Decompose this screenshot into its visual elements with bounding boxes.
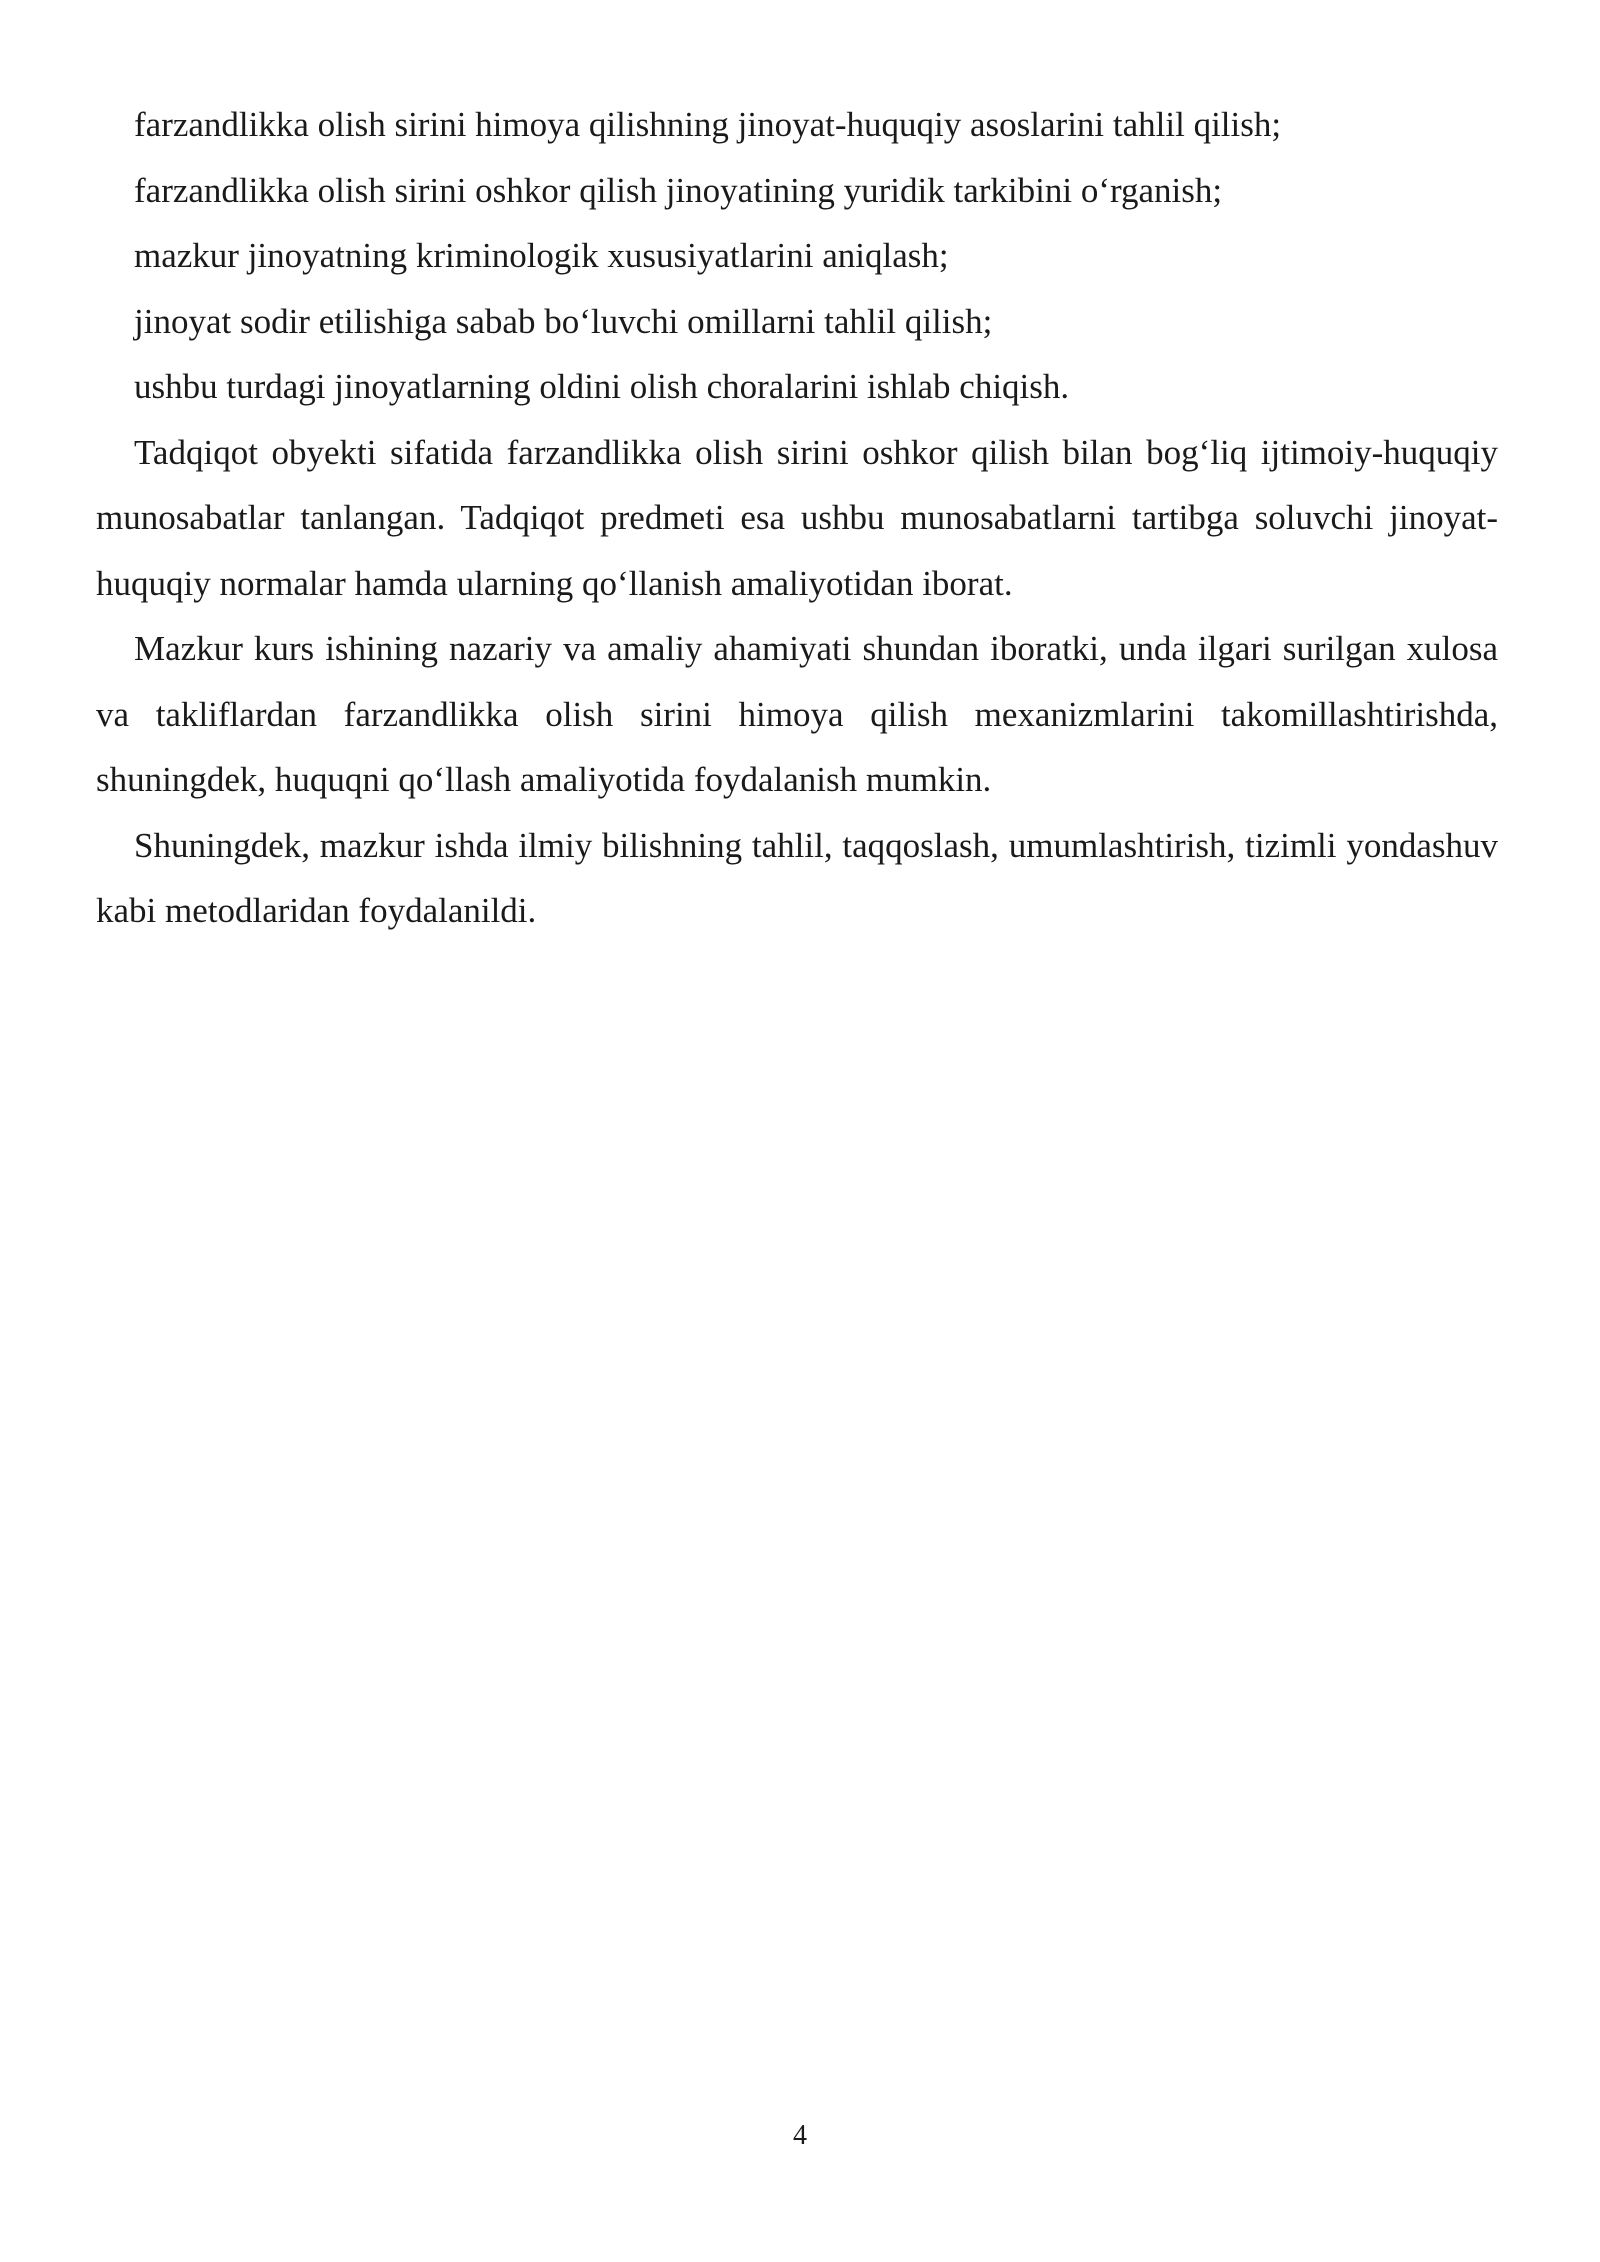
paragraph-methods: Shuningdek, mazkur ishda ilmiy bilishning tahlil, taqqoslash, umumlashtirish, tizimli yondashuv kabi metodlaridan foydalanildi. (96, 825, 1498, 930)
task-item: mazkur jinoyatning kriminologik xususiyatlarini aniqlash; (134, 236, 949, 275)
document-page (96, 92, 1498, 944)
paragraph-significance: Mazkur kurs ishining nazariy va amaliy ahamiyati shundan iboratki, unda ilgari surilgan xulosa va takliflardan farzandlikka olish sirini himoya qilish mexanizmlarini takomillashtirishda, shuningdek, huquqni qo‘llash amaliyotida foydalanish mumkin. (96, 629, 1498, 799)
task-item: ushbu turdagi jinoyatlarning oldini olish choralarini ishlab chiqish. (134, 367, 1070, 406)
task-item: jinoyat sodir etilishiga sabab bo‘luvchi omillarni tahlil qilish; (134, 301, 993, 341)
paragraph-research-object: Tadqiqot obyekti sifatida farzandlikka olish sirini oshkor qilish bilan bog‘liq ijtimoiy-huquqiy munosabatlar tanlangan. Tadqiqot predmeti esa ushbu munosabatlarni tartibga soluvchi jinoyat-huquqiy normalar hamda ularning qo‘llanish amaliyotidan iborat. (96, 432, 1498, 603)
task-item: farzandlikka olish sirini himoya qilishning jinoyat-huquqiy asoslarini tahlil qilish; (134, 105, 1282, 144)
page-number: 4 (793, 2120, 807, 2151)
task-item: farzandlikka olish sirini oshkor qilish jinoyatining yuridik tarkibini o‘rganish; (134, 170, 1223, 210)
